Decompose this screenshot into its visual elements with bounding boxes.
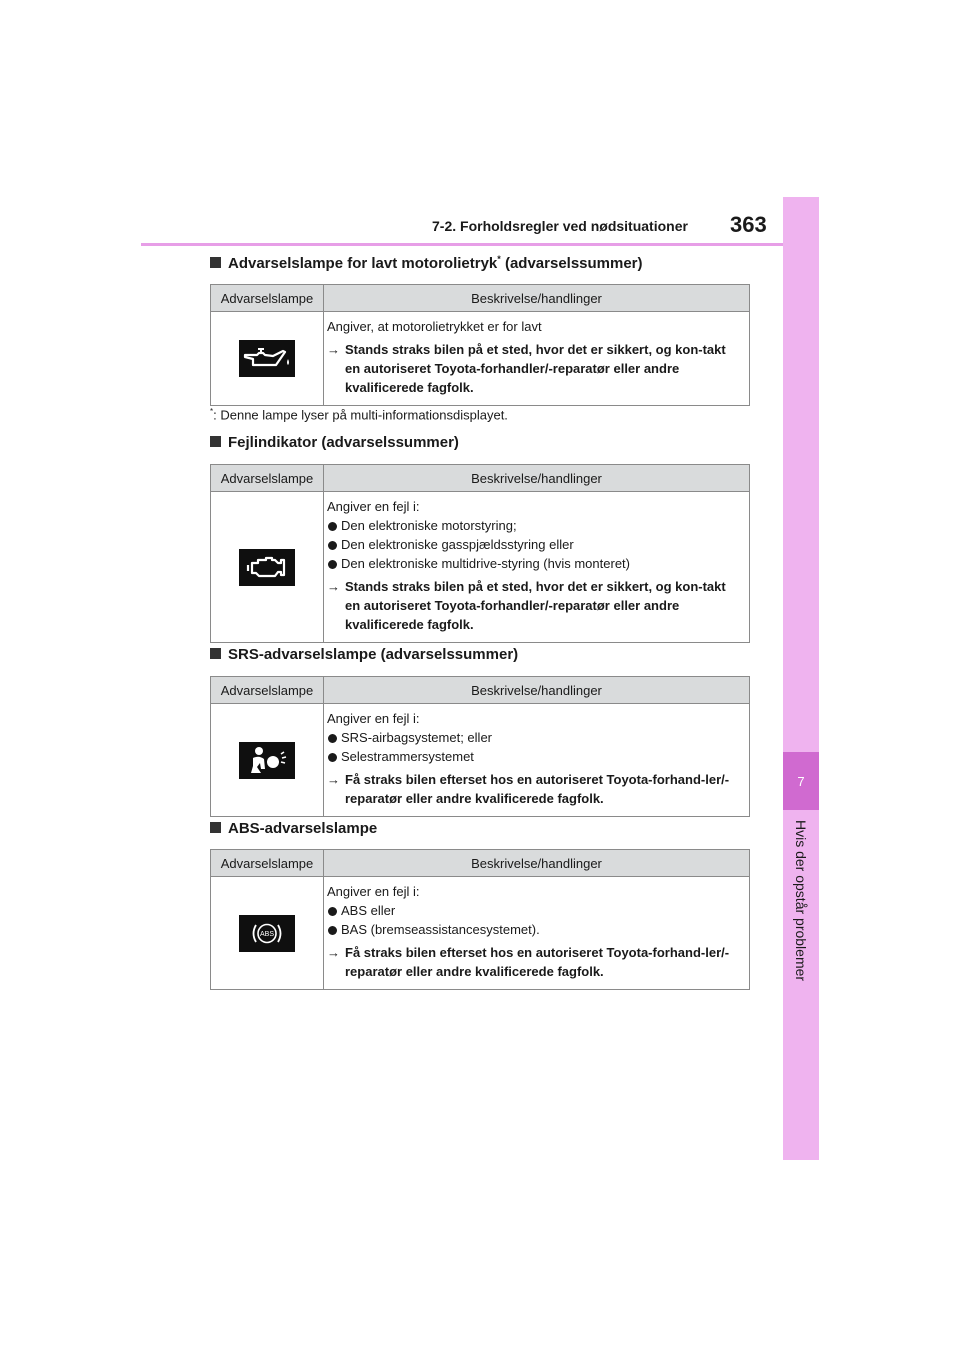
description-intro: Angiver en fejl i: xyxy=(327,499,420,514)
abs-icon-text: ABS xyxy=(259,930,275,938)
oil-pressure-icon xyxy=(239,340,295,377)
column-header-description: Beskrivelse/handlinger xyxy=(324,285,750,312)
square-bullet-icon xyxy=(210,822,221,833)
list-item: Selestrammersystemet xyxy=(327,747,743,766)
arrow-icon: → xyxy=(327,342,340,357)
table-row xyxy=(211,492,750,643)
list-item: ABS eller xyxy=(327,901,743,920)
action-instruction: → Stands straks bilen på et sted, hvor det er sikkert, og kon-takt en autoriseret Toyota-forhandler/-reparatør eller andre kvalificerede fagfolk. xyxy=(327,579,726,632)
table-row xyxy=(211,312,750,406)
section-heading-abs: ABS-advarselslampe xyxy=(210,820,377,837)
column-header-lamp: Advarselslampe xyxy=(211,465,324,492)
column-header-description: Beskrivelse/handlinger xyxy=(324,850,750,877)
action-instruction: → Stands straks bilen på et sted, hvor det er sikkert, og kon-takt en autoriseret Toyota-forhandler/-reparatør eller andre kvalificerede fagfolk. xyxy=(327,342,726,395)
page-number: 363 xyxy=(730,212,767,237)
chapter-number: 7 xyxy=(783,752,819,810)
srs-table xyxy=(210,676,750,817)
arrow-icon: → xyxy=(327,579,340,594)
section-heading-srs: SRS-advarselslampe (advarselssummer) xyxy=(210,646,518,663)
column-header-description: Beskrivelse/handlinger xyxy=(324,677,750,704)
list-item: BAS (bremseassistancesystemet). xyxy=(327,920,743,939)
arrow-icon: → xyxy=(327,772,340,787)
chapter-label: Hvis der opstår problemer xyxy=(793,820,809,982)
check-engine-icon xyxy=(239,549,295,586)
table-row xyxy=(211,877,750,990)
square-bullet-icon xyxy=(210,436,221,447)
table-row xyxy=(211,704,750,817)
description-intro: Angiver en fejl i: xyxy=(327,711,420,726)
srs-airbag-icon xyxy=(239,742,295,779)
description-intro: Angiver, at motorolietrykket er for lavt xyxy=(327,319,542,334)
column-header-lamp: Advarselslampe xyxy=(211,677,324,704)
oil-pressure-table xyxy=(210,284,750,406)
list-item: Den elektroniske motorstyring; xyxy=(327,516,743,535)
column-header-lamp: Advarselslampe xyxy=(211,285,324,312)
footnote: *: Denne lampe lyser på multi-informationsdisplayet. xyxy=(210,407,508,423)
malfunction-table xyxy=(210,464,750,643)
column-header-lamp: Advarselslampe xyxy=(211,850,324,877)
column-header-description: Beskrivelse/handlinger xyxy=(324,465,750,492)
action-instruction: → Få straks bilen efterset hos en autoriseret Toyota-forhand-ler/-reparatør eller andre kvalificerede fagfolk. xyxy=(327,945,730,979)
section-heading-malfunction: Fejlindikator (advarselssummer) xyxy=(210,434,459,451)
square-bullet-icon xyxy=(210,648,221,659)
description-intro: Angiver en fejl i: xyxy=(327,884,420,899)
arrow-icon: → xyxy=(327,945,340,960)
list-item: Den elektroniske multidrive-styring (hvis monteret) xyxy=(327,554,743,573)
square-bullet-icon xyxy=(210,257,221,268)
list-item: Den elektroniske gasspjældsstyring eller xyxy=(327,535,743,554)
list-item: SRS-airbagsystemet; eller xyxy=(327,728,743,747)
action-instruction: → Få straks bilen efterset hos en autoriseret Toyota-forhand-ler/-reparatør eller andre kvalificerede fagfolk. xyxy=(327,772,730,806)
section-heading-oil-pressure: Advarselslampe for lavt motorolietryk* (advarselssummer) xyxy=(210,254,643,272)
chapter-side-tab xyxy=(783,197,819,1160)
section-header-title: 7-2. Forholdsregler ved nødsituationer xyxy=(432,218,688,234)
abs-icon xyxy=(239,915,295,952)
header-divider xyxy=(141,243,783,246)
abs-table xyxy=(210,849,750,990)
